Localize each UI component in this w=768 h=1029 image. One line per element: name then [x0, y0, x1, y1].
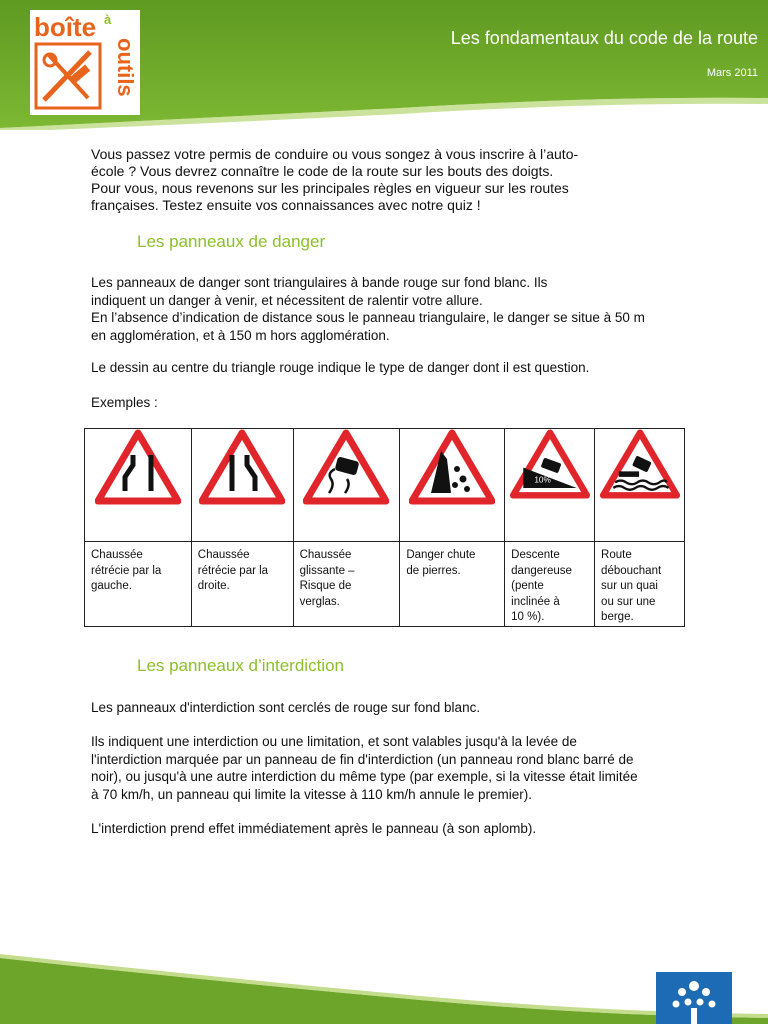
falling-rocks-icon [409, 429, 495, 505]
document-title: Les fondamentaux du code de la route [450, 28, 758, 48]
text-line: noir), ou jusqu'à une autre interdiction du même type (par exemple, si la vitesse était limitée [91, 769, 638, 784]
label-line: verglas. [299, 595, 340, 608]
table-cell [191, 429, 293, 542]
label-line: Chaussée [299, 549, 352, 561]
intro-line: Vous passez votre permis de conduire ou vous songez à vous inscrire à l’auto- [91, 146, 579, 162]
label-line: rétrécie par la [91, 564, 162, 577]
label-line: (pente [511, 580, 544, 592]
examples-label: Exemples : [91, 395, 158, 410]
road-narrows-right-icon [199, 429, 285, 505]
quay-icon [600, 429, 680, 499]
svg-text:outils: outils [113, 38, 138, 97]
label-line: débouchant [601, 564, 662, 577]
label-line: dangereuse [511, 564, 572, 577]
road-narrows-left-icon [95, 429, 181, 505]
svg-text:boîte: boîte [34, 12, 97, 42]
label-line: Route [601, 549, 632, 561]
table-row [85, 542, 685, 627]
section-title-danger: Les panneaux de danger [137, 232, 326, 251]
sign-label [505, 542, 595, 627]
label-line: Chaussée [197, 549, 250, 561]
table-cell [293, 429, 400, 542]
logo [30, 10, 140, 115]
interdiction-paragraph-2 [91, 733, 681, 803]
sign-label [85, 542, 192, 627]
intro-line: école ? Vous devrez connaître le code de la route sur les bouts des doigts. [91, 163, 554, 179]
table-row [85, 429, 685, 542]
label-line: inclinée à [511, 595, 560, 608]
label-line: de pierres. [406, 564, 461, 577]
text-line: En l’absence d’indication de distance sous le panneau triangulaire, le danger se situe à 50 m [91, 310, 645, 325]
section-title-interdiction: Les panneaux d’interdiction [137, 656, 344, 675]
sign-label [293, 542, 400, 627]
sign-label [400, 542, 505, 627]
label-line: rétrécie par la [197, 564, 269, 577]
label-line: 10 %). [511, 611, 545, 623]
descent-percent-label: 10% [533, 475, 551, 485]
danger-paragraph-2: Le dessin au centre du triangle rouge indique le type de danger dont il est question. [91, 360, 590, 375]
table-cell [85, 429, 192, 542]
label-line: berge. [601, 611, 634, 623]
document-date: Mars 2011 [706, 67, 758, 79]
footer-background [0, 940, 768, 1024]
family-tree-icon [656, 972, 732, 1024]
interdiction-paragraph-1: Les panneaux d'interdiction sont cerclés de rouge sur fond blanc. [91, 700, 481, 715]
text-line: à 70 km/h, un panneau qui limite la vitesse à 110 km/h annule le premier). [91, 786, 532, 802]
interdiction-paragraph-3: L'interdiction prend effet immédiatement après le panneau (à son aplomb). [91, 821, 537, 836]
label-line: droite. [197, 580, 230, 592]
page-footer [0, 940, 768, 1024]
intro-line: françaises. Testez ensuite vos connaissances avec notre quiz ! [91, 197, 481, 213]
slippery-road-icon [303, 429, 389, 505]
label-line: sur un quai [601, 580, 658, 592]
partner-logo [656, 972, 732, 1024]
text-line: en agglomération, et à 150 m hors agglomération. [91, 327, 390, 343]
label-line: Descente [511, 549, 560, 561]
table-cell [595, 429, 685, 542]
page-header [0, 0, 768, 130]
table-cell [505, 429, 595, 542]
sign-label [595, 542, 685, 627]
intro-line: Pour vous, nous revenons sur les principales règles en vigueur sur les routes [91, 180, 569, 196]
svg-text:à: à [104, 12, 112, 27]
logo-graphic [30, 10, 140, 115]
label-line: Risque de [299, 580, 352, 592]
danger-paragraph-1 [91, 274, 681, 344]
text-line: Ils indiquent une interdiction ou une limitation, et sont valables jusqu'à la levée de [91, 734, 577, 749]
text-line: Les panneaux de danger sont triangulaires à bande rouge sur fond blanc. Ils [91, 275, 548, 290]
label-line: Chaussée [91, 549, 143, 561]
label-line: ou sur une [601, 595, 656, 608]
table-cell [400, 429, 505, 542]
text-line: l'interdiction marquée par un panneau de fin d'interdiction (un panneau rond blanc barré de [91, 751, 634, 767]
intro-paragraph [91, 146, 691, 214]
sign-label [191, 542, 293, 627]
text-line: indiquent un danger à venir, et nécessitent de ralentir votre allure. [91, 292, 483, 308]
label-line: glissante – [299, 564, 355, 577]
label-line: gauche. [91, 580, 132, 592]
danger-signs-table [84, 428, 685, 627]
label-line: Danger chute [406, 549, 476, 561]
steep-descent-icon [510, 429, 590, 499]
